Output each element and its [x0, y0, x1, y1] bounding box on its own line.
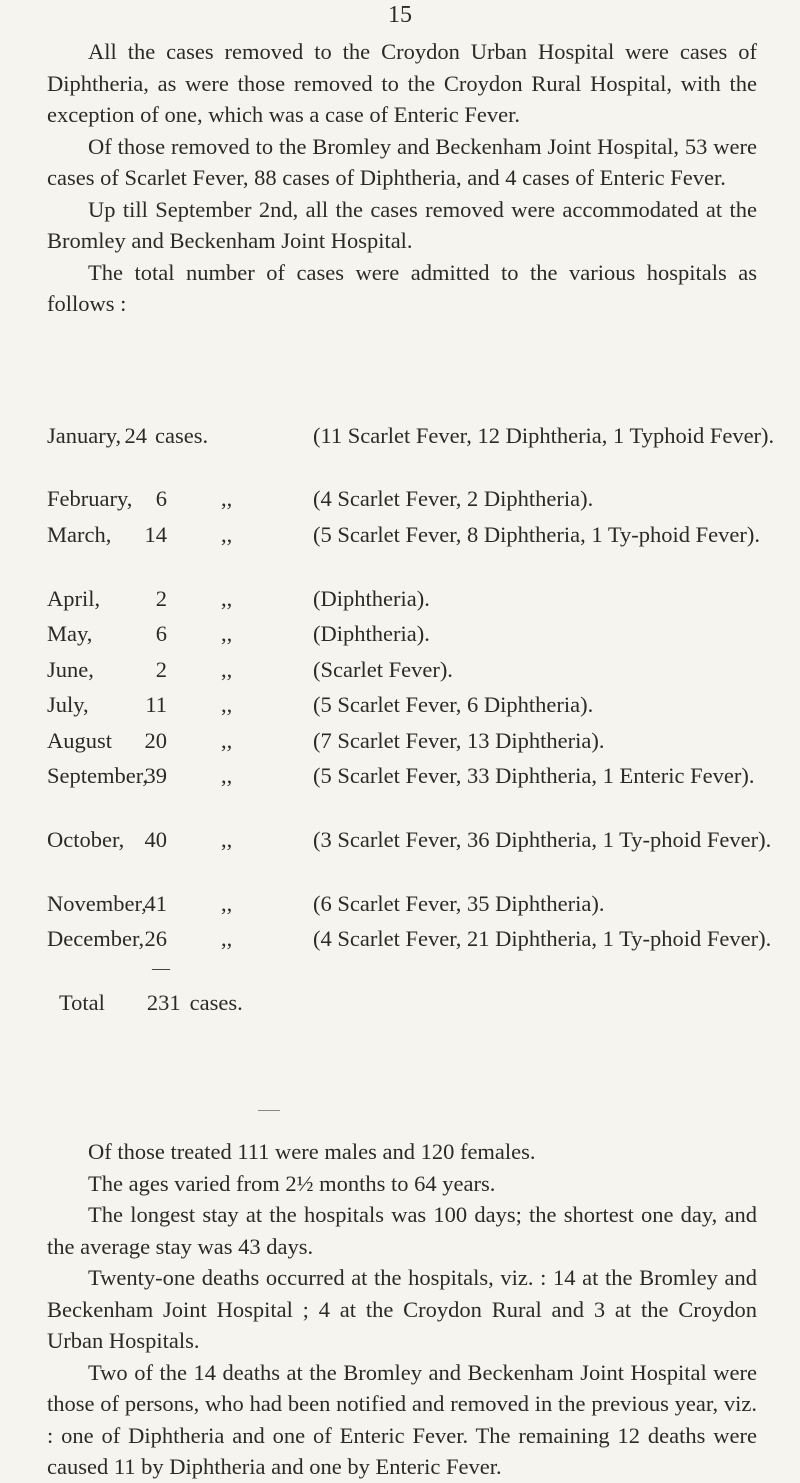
row-detail: (4 Scarlet Fever, 2 Diphtheria). [313, 486, 594, 511]
table-row [47, 585, 767, 620]
row-unit: ,, [221, 827, 233, 852]
table-row [47, 890, 767, 925]
row-detail: (Scarlet Fever). [313, 657, 453, 682]
paragraph-notified: Two of the 14 deaths at the Bromley and Beckenham Joint Hospital were those of persons, who had been notified and removed in the previous year, viz. : one of Diphtheria and one of Enteric Fever. The remaining 12 deaths were caused 11 by Diphtheria and one by Enteric Fever. [47, 1359, 757, 1479]
table-row [47, 727, 767, 762]
row-count: 41 [144, 891, 167, 916]
paragraph-total-intro: The total number of cases were admitted to the various hospitals as follows : [47, 259, 757, 316]
row-month: January, [47, 423, 122, 448]
row-detail: (Diphtheria). [313, 621, 430, 646]
total-count: 231 [146, 990, 181, 1015]
row-unit: ,, [221, 621, 233, 646]
row-month: March, [47, 522, 112, 547]
table-row [47, 925, 772, 989]
row-month: November, [47, 891, 147, 916]
row-detail: (Diphtheria). [313, 586, 430, 611]
row-count: 6 [155, 486, 167, 511]
row-month: September, [47, 763, 148, 788]
table-row [47, 485, 767, 521]
row-detail: (5 Scarlet Fever, 33 Diphtheria, 1 Enteric Fever). [313, 763, 755, 788]
row-month: May, [47, 621, 93, 646]
row-month: July, [47, 692, 89, 717]
row-count: 26 [144, 926, 167, 951]
row-unit: ,, [221, 926, 233, 951]
total-label: Total [59, 990, 105, 1015]
row-detail: (5 Scarlet Fever, 8 Diphtheria, 1 Ty-phoid Fever). [313, 522, 760, 547]
row-unit: ,, [221, 891, 233, 916]
paragraph-deaths: Twenty-one deaths occurred at the hospitals, viz. : 14 at the Bromley and Beckenham Joint Hospital ; 4 at the Croydon Rural and 3 at the Croydon Urban Hospitals. [47, 1265, 757, 1353]
outcome-text [47, 1136, 757, 1483]
table-row [47, 691, 767, 727]
paragraph-stay: The longest stay at the hospitals was 100 days; the shortest one day, and the average stay was 43 days. [47, 1202, 757, 1259]
table-row [47, 521, 767, 585]
row-unit: ,, [221, 763, 233, 788]
row-count: 6 [155, 621, 167, 646]
row-month: June, [47, 657, 94, 682]
paragraph-ages: The ages varied from 2½ months to 64 years. [88, 1170, 496, 1196]
paragraph-croydon: All the cases removed to the Croydon Urban Hospital were cases of Diphtheria, as were those removed to the Croydon Rural Hospital, with the exception of one, which was a case of Enteric Fever. [47, 39, 757, 127]
row-unit: ,, [221, 586, 233, 611]
row-detail: (3 Scarlet Fever, 36 Diphtheria, 1 Ty-phoid Fever). [313, 827, 772, 852]
table-row [47, 762, 767, 826]
admissions-table [47, 422, 775, 1025]
row-count: 14 [144, 522, 167, 547]
row-detail: (5 Scarlet Fever, 6 Diphtheria). [313, 692, 594, 717]
row-count: 40 [144, 827, 167, 852]
row-detail: (7 Scarlet Fever, 13 Diphtheria). [313, 728, 605, 753]
row-month: December, [47, 926, 145, 951]
row-unit: ,, [221, 522, 233, 547]
paragraph-september: Up till September 2nd, all the cases removed were accommodated at the Bromley and Beckenham Joint Hospital. [47, 196, 757, 253]
table-row [47, 422, 775, 485]
intro-text [47, 36, 757, 320]
total-row [47, 989, 767, 1025]
row-unit: ,, [221, 486, 233, 511]
paragraph-treated: Of those treated 111 were males and 120 females. [88, 1139, 536, 1164]
divider [258, 1110, 280, 1111]
row-detail: (11 Scarlet Fever, 12 Diphtheria, 1 Typhoid Fever). [313, 423, 775, 448]
table-row [47, 826, 772, 890]
paragraph-bromley: Of those removed to the Bromley and Beckenham Joint Hospital, 53 were cases of Scarlet Fever, 88 cases of Diphtheria, and 4 cases of Enteric Fever. [47, 133, 757, 190]
fraction-two-and-half: ½ [296, 1170, 314, 1196]
row-count: 24 [124, 423, 147, 448]
row-unit: ,, [221, 657, 233, 682]
table-row [47, 656, 767, 691]
row-month: August [47, 728, 113, 753]
row-count: 2 [155, 657, 167, 682]
row-unit: ,, [221, 728, 233, 753]
row-detail: (6 Scarlet Fever, 35 Diphtheria). [313, 891, 605, 916]
page-number: 15 [388, 2, 412, 28]
sum-dash: — [152, 958, 170, 978]
row-count: 20 [144, 728, 167, 753]
row-month: February, [47, 486, 133, 511]
total-unit: cases. [189, 990, 243, 1015]
row-count: 11 [145, 692, 167, 717]
table-row [47, 620, 767, 656]
row-month: October, [47, 827, 125, 852]
row-unit: cases. [155, 423, 209, 448]
row-count: 39 [144, 763, 167, 788]
row-count: 2 [155, 586, 167, 611]
row-detail: (4 Scarlet Fever, 21 Diphtheria, 1 Ty-phoid Fever). [313, 926, 772, 951]
row-month: April, [47, 586, 101, 611]
row-unit: ,, [221, 692, 233, 717]
